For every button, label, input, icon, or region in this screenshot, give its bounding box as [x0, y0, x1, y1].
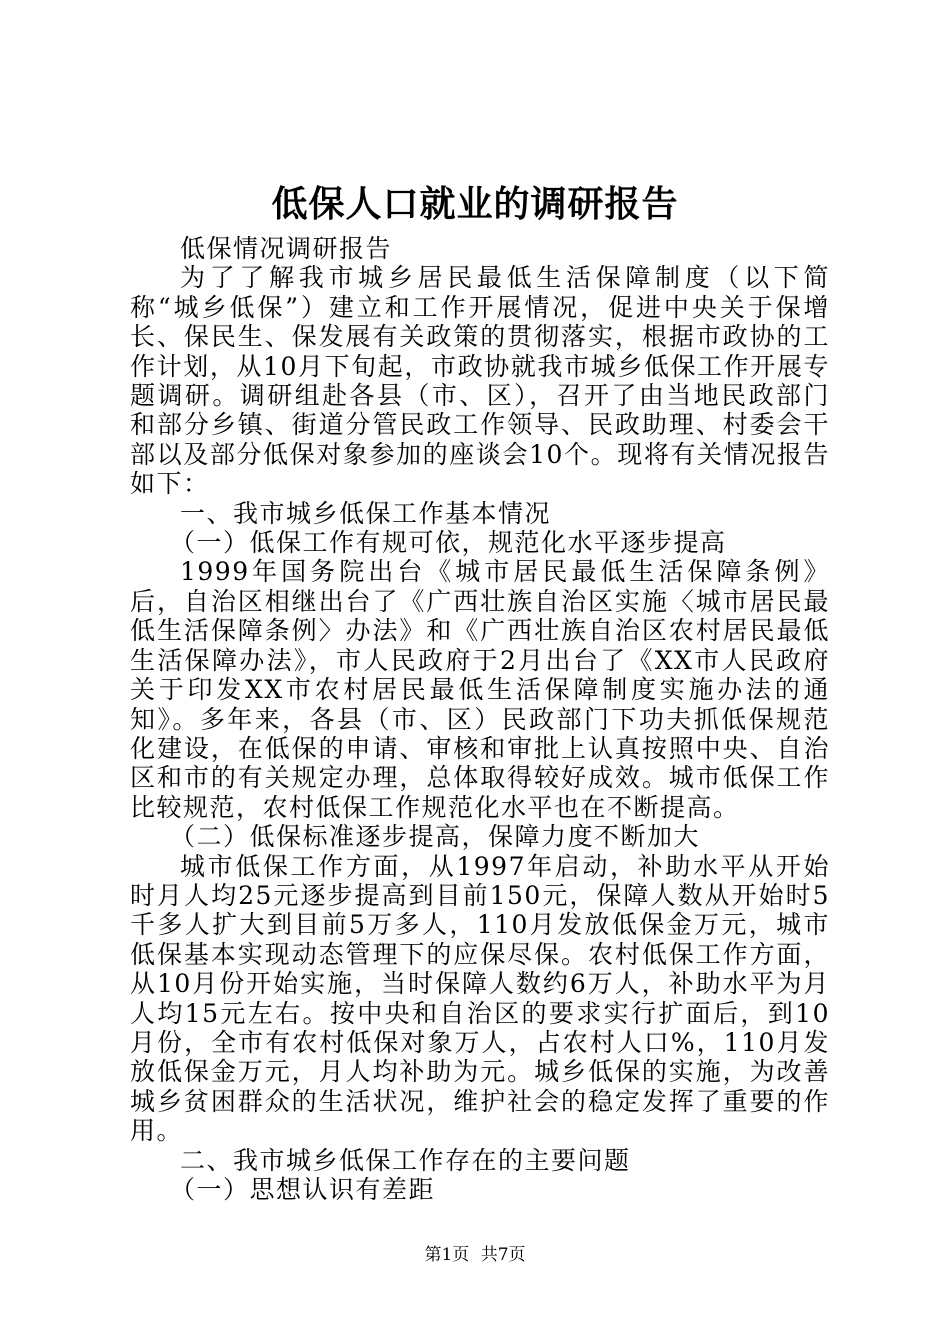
section-heading-1: 一、我市城乡低保工作基本情况 [180, 498, 552, 528]
subsection-heading-1-2: （二）低保标准逐步提高，保障力度不断加大 [170, 822, 701, 852]
document-body [130, 234, 830, 1204]
paragraph-regulations: 1999年国务院出台《城市居民最低生活保障条例》后，自治区相继出台了《广西壮族自治区实施〈城市居民最低生活保障条例〉办法》和《广西壮族自治区农村居民最低生活保障办法》，市人民政府于2月出台了《XX市人民政府关于印发XX市农村居民最低生活保障制度实施办法的通知》。多年来，各县（市、区）民政部门下功夫抓低保规范化建设，在低保的申请、审核和审批上认真按照中央、自治区和市的有关规定办理，总体取得较好成效。城市低保工作比较规范，农村低保工作规范化水平也在不断提高。 [130, 557, 830, 822]
subsection-heading-1-1: （一）低保工作有规可依，规范化水平逐步提高 [170, 528, 727, 558]
paragraph-subtitle: 低保情况调研报告 [180, 234, 393, 263]
document-title: 低保人口就业的调研报告 [271, 183, 679, 225]
page-footer [0, 1244, 950, 1266]
section-heading-2: 二、我市城乡低保工作存在的主要问题 [180, 1145, 631, 1175]
page-total: 共7页 [480, 1245, 526, 1265]
paragraph-intro: 为了了解我市城乡居民最低生活保障制度（以下简称“城乡低保”）建立和工作开展情况，促进中央关于保增长、保民生、保发展有关政策的贯彻落实，根据市政协的工作计划，从10月下旬起，市政协就我市城乡低保工作开展专题调研。调研组赴各县（市、区），召开了由当地民政部门和部分乡镇、街道分管民政工作领导、民政助理、村委会干部以及部分低保对象参加的座谈会10个。现将有关情况报告如下： [130, 263, 830, 499]
subsection-heading-2-1: （一）思想认识有差距 [170, 1175, 436, 1204]
paragraph-standards: 城市低保工作方面，从1997年启动，补助水平从开始时月人均25元逐步提高到目前150元，保障人数从开始时5千多人扩大到目前5万多人，110月发放低保金万元，城市低保基本实现动态管理下的应保尽保。农村低保工作方面，从10月份开始实施，当时保障人数约6万人，补助水平为月人均15元左右。按中央和自治区的要求实行扩面后，到10月份，全市有农村低保对象万人，占农村人口%，110月发放低保金万元，月人均补助为元。城乡低保的实施，为改善城乡贫困群众的生活状况，维护社会的稳定发挥了重要的作用。 [130, 851, 830, 1146]
page-number: 第1页 [424, 1245, 470, 1265]
